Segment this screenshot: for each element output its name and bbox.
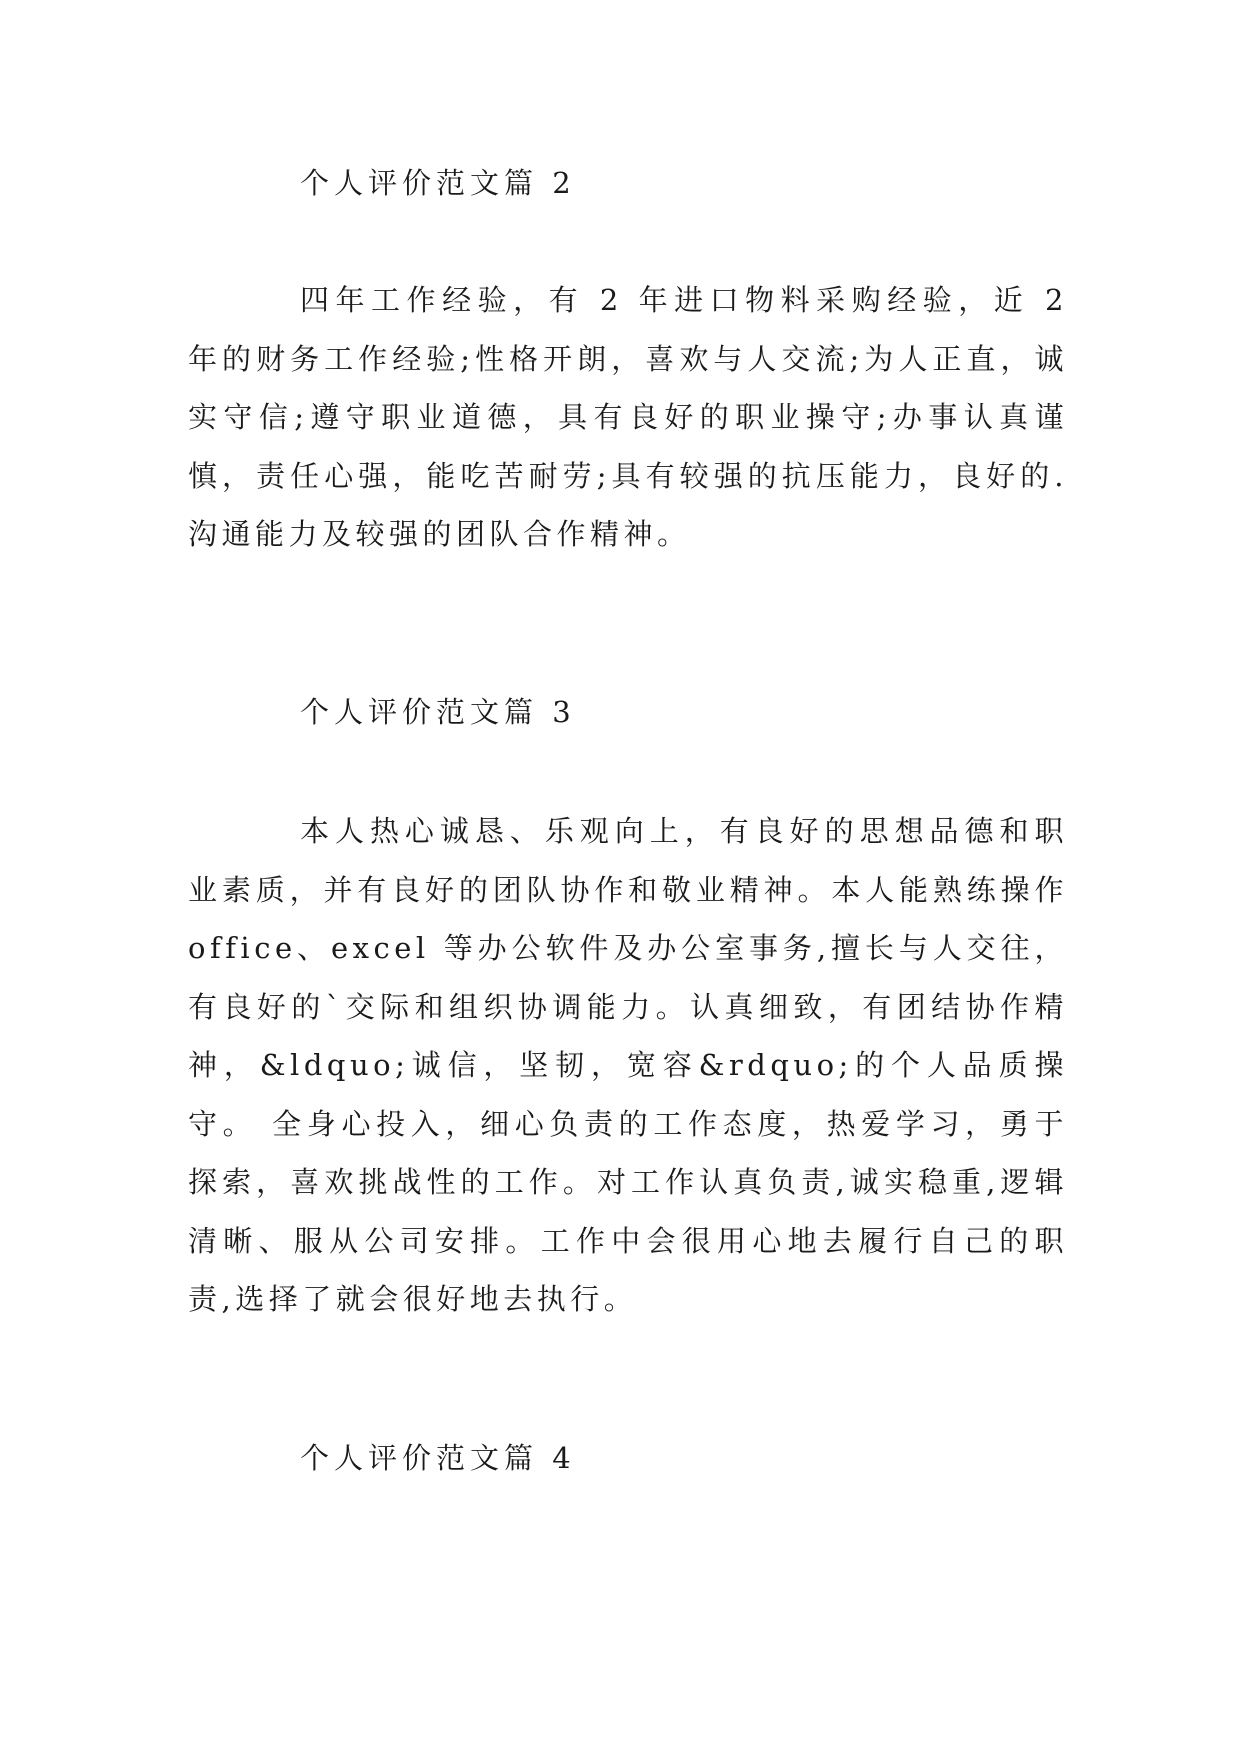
section-paragraph: 本人热心诚恳、乐观向上，有良好的思想品德和职业素质，并有良好的团队协作和敬业精神。本人能熟练操作office、excel 等办公软件及办公室事务,擅长与人交往，有良好的`交际和组织协调能力。认真细致，有团结协作精神，&ldquo;诚信，坚韧，宽容&rdquo;的个人品质操守。 全身心投入，细心负责的工作态度，热爱学习，勇于探索，喜欢挑战性的工作。对工作认真负责,诚实稳重,逻辑清晰、服从公司安排。工作中会很用心地去履行自己的职责,选择了就会很好地去执行。 [188, 814, 1068, 1316]
section-heading: 个人评价范文篇 2 [300, 166, 576, 200]
section-heading: 个人评价范文篇 3 [300, 695, 576, 729]
section-heading: 个人评价范文篇 4 [300, 1441, 576, 1475]
section-paragraph: 四年工作经验，有 2 年进口物料采购经验，近 2 年的财务工作经验;性格开朗，喜欢与人交流;为人正直，诚实守信;遵守职业道德，具有良好的职业操守;办事认真谨慎，责任心强，能吃苦耐劳;具有较强的抗压能力，良好的.沟通能力及较强的团队合作精神。 [188, 283, 1068, 551]
